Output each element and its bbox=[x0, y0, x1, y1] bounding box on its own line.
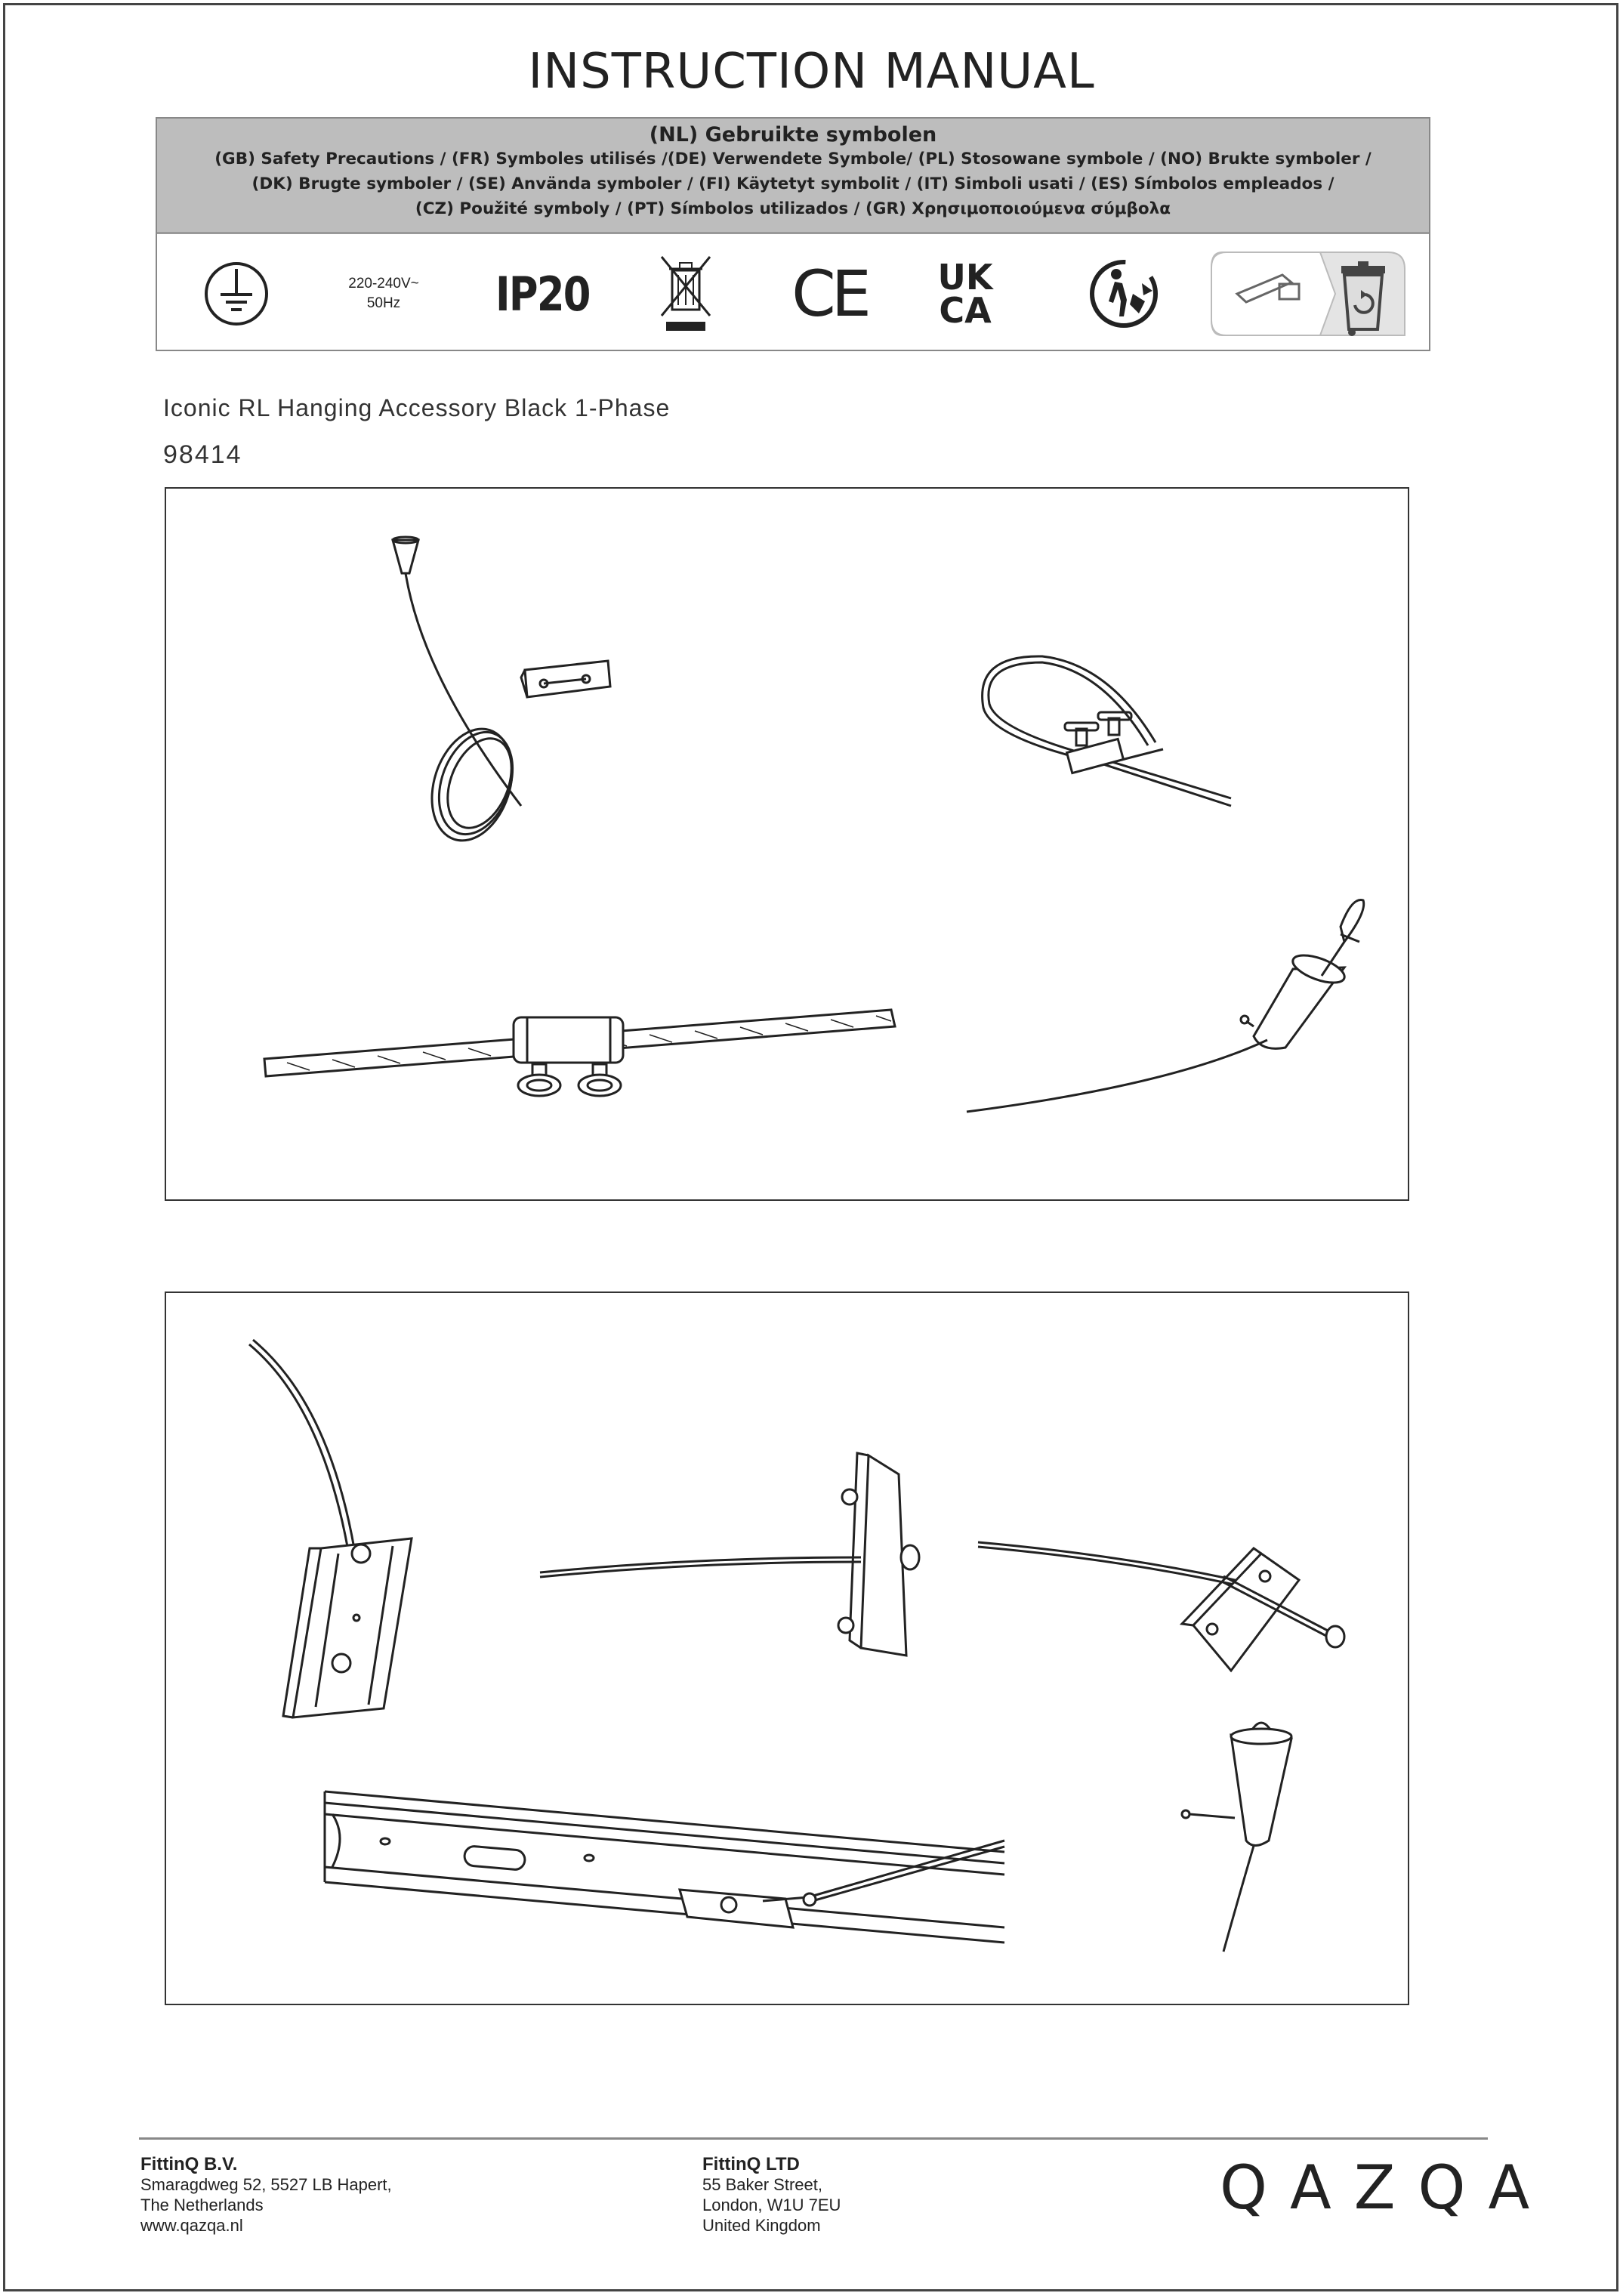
parts-diagram-panel bbox=[165, 487, 1409, 1201]
ce-text: CE bbox=[791, 257, 867, 331]
voltage-value: 220-240V~ bbox=[348, 276, 419, 292]
company-nl-website[interactable]: www.qazqa.nl bbox=[140, 2216, 243, 2235]
mounting-plate-pin-illustration bbox=[978, 1542, 1344, 1671]
symbols-row bbox=[157, 234, 1429, 353]
ukca-mark bbox=[920, 234, 1011, 353]
mounting-plate-side-wire-illustration bbox=[540, 1453, 919, 1656]
company-uk-name: FittinQ LTD bbox=[702, 2154, 800, 2174]
ip-rating-text: IP20 bbox=[495, 266, 590, 322]
symbols-heading: (NL) Gebruikte symbolen bbox=[649, 123, 937, 147]
cone-suspension-wire-illustration bbox=[1182, 1723, 1291, 1952]
ip-rating bbox=[474, 234, 610, 353]
address-nl bbox=[140, 2154, 392, 2236]
stranded-cable-clamp-illustration bbox=[264, 1010, 895, 1096]
product-name: Iconic RL Hanging Accessory Black 1-Phase bbox=[163, 394, 671, 421]
page-title: INSTRUCTION MANUAL bbox=[528, 44, 1095, 100]
company-uk-line1: 55 Baker Street, bbox=[702, 2175, 822, 2194]
frequency-value: 50Hz bbox=[366, 295, 401, 311]
company-nl-line1: Smaragdweg 52, 5527 LB Hapert, bbox=[140, 2175, 392, 2194]
weee-crossed-bin-icon bbox=[640, 234, 731, 353]
installation-diagram-panel bbox=[165, 1292, 1409, 2005]
product-sku: 98414 bbox=[163, 440, 242, 469]
company-uk-line3: United Kingdom bbox=[702, 2216, 821, 2235]
canopy-with-cable-illustration bbox=[393, 537, 610, 851]
ce-mark bbox=[776, 234, 882, 353]
ukca-top: UK bbox=[937, 257, 993, 298]
brand-logo: QAZQA bbox=[1220, 2152, 1553, 2223]
footer-divider bbox=[139, 2137, 1488, 2140]
recycling-bin-icon bbox=[1207, 234, 1411, 353]
installation-illustration bbox=[166, 1293, 1411, 2007]
mounting-plate-curved-wire-illustration bbox=[249, 1340, 412, 1717]
cone-with-cable-loop-illustration bbox=[967, 900, 1364, 1112]
track-rail-wire-illustration bbox=[325, 1791, 1004, 1943]
address-uk bbox=[702, 2154, 841, 2236]
parts-illustration bbox=[166, 489, 1411, 1202]
ukca-bottom: CA bbox=[939, 290, 992, 331]
earth-ground-icon bbox=[191, 234, 282, 353]
symbols-languages-line3: (CZ) Použité symboly / (PT) Símbolos utilizados / (GR) Χρησιμοποιούμενα σύμβολα bbox=[415, 199, 1171, 218]
tidy-man-icon bbox=[1078, 234, 1169, 353]
voltage-label bbox=[331, 234, 437, 353]
symbols-languages-line1: (GB) Safety Precautions / (FR) Symboles utilisés /(DE) Verwendete Symbole/ (PL) Stosowane symbole / (NO) Brukte symboler / bbox=[214, 150, 1372, 168]
cable-loop-clamp-illustration bbox=[983, 656, 1231, 806]
symbols-header bbox=[157, 119, 1429, 234]
company-nl-name: FittinQ B.V. bbox=[140, 2154, 238, 2174]
company-uk-line2: London, W1U 7EU bbox=[702, 2196, 841, 2214]
symbols-box bbox=[156, 117, 1430, 351]
company-nl-line2: The Netherlands bbox=[140, 2196, 264, 2214]
symbols-languages-line2: (DK) Brugte symboler / (SE) Använda symboler / (FI) Käytetyt symbolit / (IT) Simboli usati / (ES) Símbolos empleados / bbox=[251, 174, 1335, 193]
